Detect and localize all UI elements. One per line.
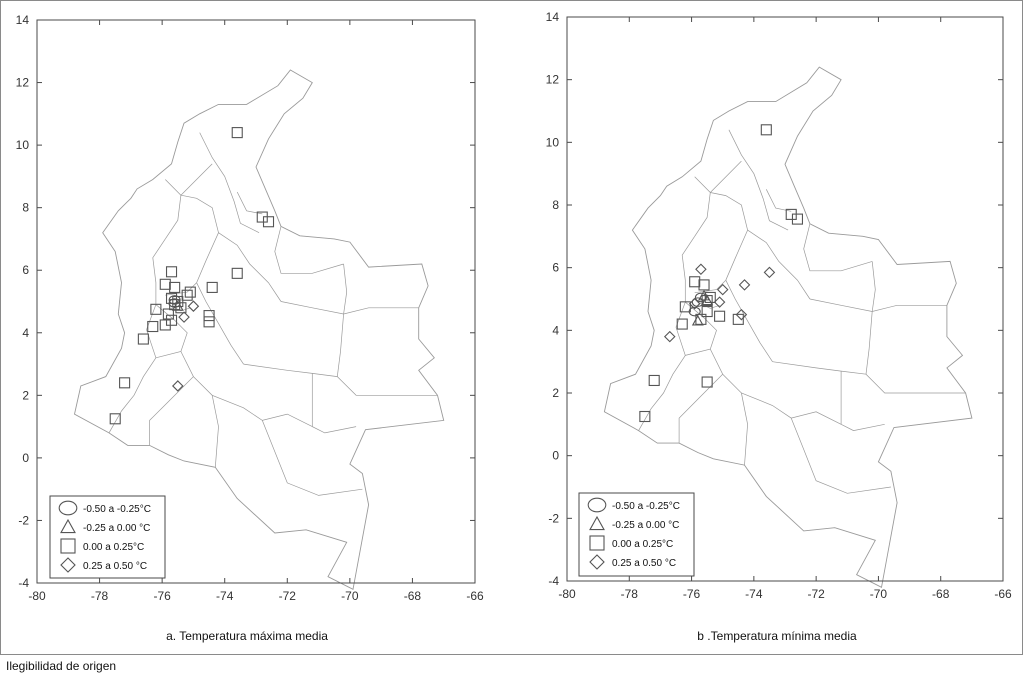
x-tick-label: -68 bbox=[932, 587, 950, 601]
department-boundary bbox=[337, 264, 346, 377]
station-marker-diamond bbox=[718, 285, 728, 295]
y-tick-label: 4 bbox=[552, 323, 559, 338]
station-marker-square bbox=[151, 304, 161, 314]
department-boundary bbox=[723, 374, 841, 424]
y-tick-label: 14 bbox=[545, 10, 559, 24]
station-marker-diamond bbox=[696, 264, 706, 274]
y-tick-label: 0 bbox=[552, 448, 559, 463]
station-marker-square bbox=[761, 125, 771, 135]
department-boundary bbox=[804, 224, 873, 271]
department-boundary bbox=[312, 373, 356, 433]
department-boundary bbox=[676, 236, 695, 327]
department-boundary bbox=[219, 233, 282, 302]
panel-caption: b .Temperatura mínima media bbox=[697, 629, 857, 643]
x-tick-label: -68 bbox=[403, 589, 422, 603]
department-boundary bbox=[109, 330, 156, 433]
station-marker-square bbox=[715, 311, 725, 321]
x-tick-label: -74 bbox=[745, 587, 763, 601]
station-marker-square bbox=[690, 277, 700, 287]
station-marker-triangle bbox=[693, 316, 703, 325]
department-boundary bbox=[729, 130, 788, 230]
x-tick-label: -78 bbox=[90, 589, 109, 603]
x-tick-label: -80 bbox=[28, 589, 46, 603]
department-boundary bbox=[679, 349, 723, 443]
x-tick-label: -80 bbox=[558, 587, 576, 601]
legend-label: 0.25 a 0.50 °C bbox=[612, 558, 677, 569]
department-boundary bbox=[237, 192, 262, 214]
y-tick-label: 4 bbox=[22, 325, 29, 340]
department-boundary bbox=[200, 133, 259, 233]
x-tick-label: -78 bbox=[620, 587, 638, 601]
y-tick-label: 10 bbox=[15, 138, 29, 153]
station-marker-square bbox=[170, 282, 180, 292]
department-boundary bbox=[244, 364, 438, 395]
legend-label: -0.50 a -0.25°C bbox=[612, 501, 680, 512]
department-boundary bbox=[748, 230, 810, 299]
department-boundary bbox=[262, 420, 362, 495]
y-tick-label: 6 bbox=[552, 260, 559, 275]
department-boundary bbox=[766, 189, 791, 211]
department-boundary bbox=[741, 393, 747, 465]
legend-label: -0.25 a 0.00 °C bbox=[83, 523, 151, 534]
x-tick-label: -74 bbox=[216, 589, 234, 603]
station-marker-diamond bbox=[665, 332, 675, 342]
y-tick-label: 8 bbox=[22, 200, 29, 215]
legend-label: 0.25 a 0.50 °C bbox=[83, 561, 148, 572]
y-tick-label: 2 bbox=[552, 386, 559, 400]
station-marker-square bbox=[207, 282, 217, 292]
station-marker-diamond bbox=[173, 381, 183, 391]
station-marker-diamond bbox=[764, 267, 774, 277]
map-panel-b bbox=[546, 10, 1012, 643]
panel-caption: a. Temperatura máxima media bbox=[166, 629, 328, 643]
legend-label: 0.00 a 0.25°C bbox=[612, 539, 674, 550]
department-boundary bbox=[695, 177, 711, 237]
y-tick-label: 12 bbox=[545, 72, 559, 87]
station-marker-square bbox=[232, 128, 242, 138]
department-boundary bbox=[866, 261, 875, 374]
y-tick-label: 12 bbox=[15, 75, 29, 90]
x-tick-label: -72 bbox=[278, 589, 296, 603]
department-boundary bbox=[639, 327, 686, 430]
station-marker-square bbox=[649, 375, 659, 385]
station-marker-square bbox=[167, 267, 177, 277]
station-marker-diamond bbox=[188, 301, 198, 311]
y-tick-label: 10 bbox=[545, 135, 559, 150]
legend bbox=[50, 496, 165, 578]
station-marker-square bbox=[120, 378, 130, 388]
station-marker-diamond bbox=[179, 312, 189, 322]
station-marker-square bbox=[138, 334, 148, 344]
department-boundary bbox=[773, 362, 966, 393]
x-tick-label: -70 bbox=[869, 587, 888, 601]
department-boundary bbox=[212, 395, 218, 467]
source-note: Ilegibilidad de origen bbox=[6, 659, 117, 673]
legend-label: 0.00 a 0.25°C bbox=[83, 542, 145, 553]
y-tick-label: -4 bbox=[18, 576, 29, 590]
legend-label: -0.25 a 0.00 °C bbox=[612, 520, 680, 531]
y-tick-label: 6 bbox=[22, 263, 29, 278]
department-boundary bbox=[710, 193, 747, 281]
station-marker-square bbox=[204, 311, 214, 321]
y-tick-label: 0 bbox=[22, 450, 29, 465]
x-tick-label: -66 bbox=[466, 589, 484, 603]
legend bbox=[579, 493, 694, 576]
department-boundary bbox=[150, 352, 194, 446]
y-tick-label: 8 bbox=[552, 198, 559, 212]
station-marker-diamond bbox=[740, 280, 750, 290]
department-boundary bbox=[193, 377, 312, 427]
department-boundary bbox=[810, 299, 947, 312]
y-tick-label: -4 bbox=[548, 574, 559, 588]
department-boundary bbox=[181, 164, 212, 195]
department-boundary bbox=[791, 418, 891, 493]
y-tick-label: -2 bbox=[548, 511, 559, 526]
department-boundary bbox=[181, 195, 219, 283]
y-tick-label: 2 bbox=[22, 388, 29, 403]
station-marker-square bbox=[699, 280, 709, 290]
station-marker-square bbox=[160, 279, 170, 289]
department-boundary bbox=[275, 226, 344, 273]
x-tick-label: -76 bbox=[682, 587, 701, 601]
y-tick-label: 14 bbox=[15, 13, 29, 27]
x-tick-label: -70 bbox=[341, 589, 359, 603]
station-marker-square bbox=[204, 317, 214, 327]
x-tick-label: -76 bbox=[153, 589, 171, 603]
map-panel-a bbox=[16, 13, 484, 643]
station-marker-square bbox=[702, 377, 712, 387]
x-tick-label: -66 bbox=[994, 587, 1012, 601]
department-boundary bbox=[841, 371, 885, 431]
legend-label: -0.50 a -0.25°C bbox=[83, 504, 151, 515]
department-boundary bbox=[165, 180, 181, 239]
y-tick-label: -2 bbox=[18, 513, 29, 528]
x-tick-label: -72 bbox=[807, 587, 825, 601]
department-boundary bbox=[281, 302, 419, 315]
department-boundary bbox=[147, 239, 166, 330]
department-boundary bbox=[710, 161, 741, 192]
station-marker-square bbox=[232, 268, 242, 278]
